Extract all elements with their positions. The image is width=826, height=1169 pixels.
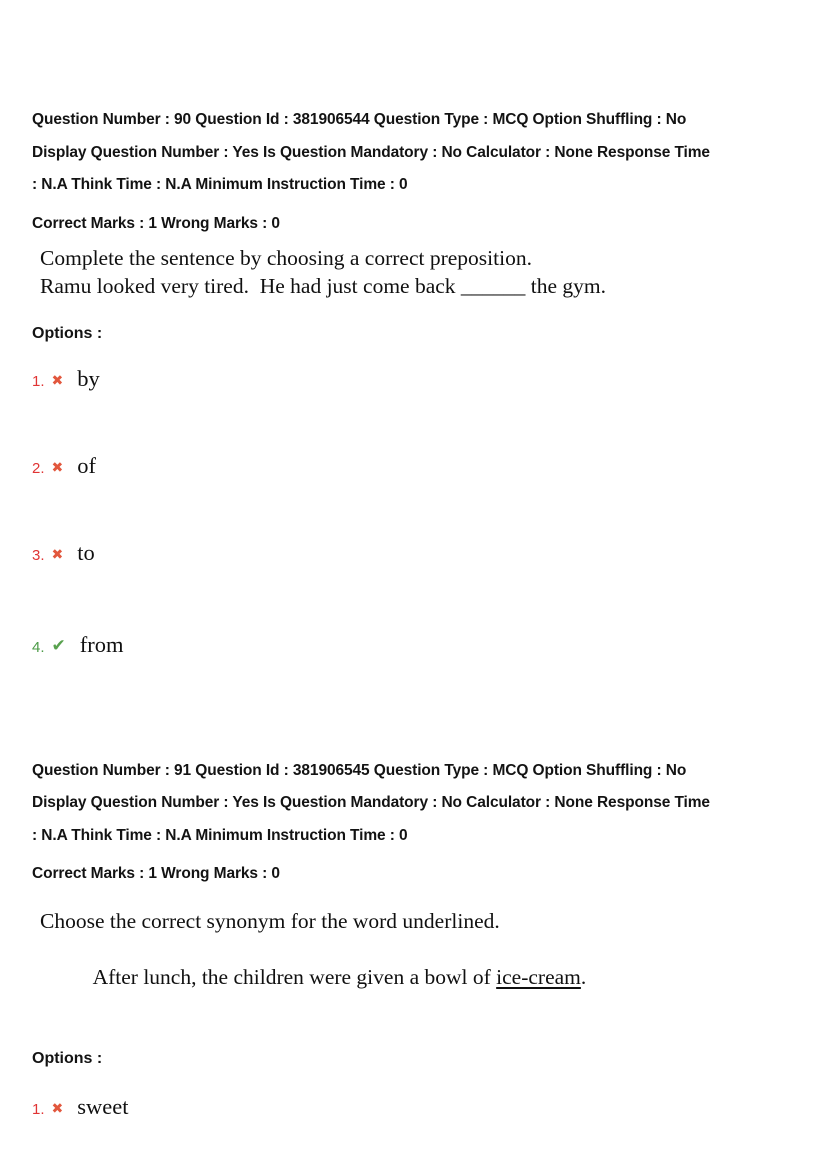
question-meta-line: Display Question Number : Yes Is Question Mandatory : No Calculator : None Response Time: [32, 794, 710, 811]
stem-line: Complete the sentence by choosing a correct preposition.: [40, 246, 532, 270]
option-row: [32, 631, 798, 659]
option-text: sweet: [77, 1094, 129, 1119]
option-row: [32, 1093, 798, 1121]
stem-line: Ramu looked very tired. He had just come back ______ the gym.: [40, 274, 607, 298]
stem-line: [40, 935, 798, 1019]
question-section-91: [32, 755, 798, 1122]
question-meta-line: : N.A Think Time : N.A Minimum Instruction Time : 0: [32, 176, 408, 193]
question-meta-line: Question Number : 90 Question Id : 381906544 Question Type : MCQ Option Shuffling : No: [32, 111, 687, 128]
option-text: of: [77, 452, 96, 478]
correct-marks-line: Correct Marks : 1 Wrong Marks : 0: [32, 214, 280, 232]
option-text: from: [79, 631, 124, 657]
question-meta-line: Question Number : 91 Question Id : 381906545 Question Type : MCQ Option Shuffling : No: [32, 761, 687, 779]
option-number: 3.: [32, 546, 45, 564]
option-text: to: [77, 539, 95, 565]
stem-text: .: [580, 964, 587, 989]
question-stem: [40, 907, 798, 1019]
question-meta-line: Display Question Number : Yes Is Question Mandatory : No Calculator : None Response Time: [32, 143, 710, 161]
option-text: by: [77, 365, 100, 391]
stem-line: Choose the correct synonym for the word underlined.: [40, 908, 500, 933]
option-row: [32, 452, 798, 480]
option-number: 4.: [32, 638, 45, 656]
question-meta-line: : N.A Think Time : N.A Minimum Instruction Time : 0: [32, 826, 408, 844]
cross-icon: ✖: [51, 1100, 64, 1116]
correct-marks-line: Correct Marks : 1 Wrong Marks : 0: [32, 865, 280, 882]
check-icon: ✔: [51, 635, 66, 655]
option-number: 2.: [32, 459, 45, 477]
options-label: Options :: [32, 325, 103, 342]
cross-icon: ✖: [51, 458, 64, 475]
stem-text: After lunch, the children were given a bowl of: [92, 964, 497, 989]
question-section-90: [32, 104, 798, 659]
question-stem: [40, 244, 798, 300]
underlined-word: ice-cream: [496, 964, 581, 989]
option-number: 1.: [32, 372, 45, 390]
option-row: [32, 539, 798, 567]
option-row: [32, 365, 798, 393]
option-number: 1.: [32, 1101, 45, 1118]
options-label: Options :: [32, 1049, 103, 1067]
cross-icon: ✖: [51, 545, 64, 562]
cross-icon: ✖: [51, 371, 64, 388]
